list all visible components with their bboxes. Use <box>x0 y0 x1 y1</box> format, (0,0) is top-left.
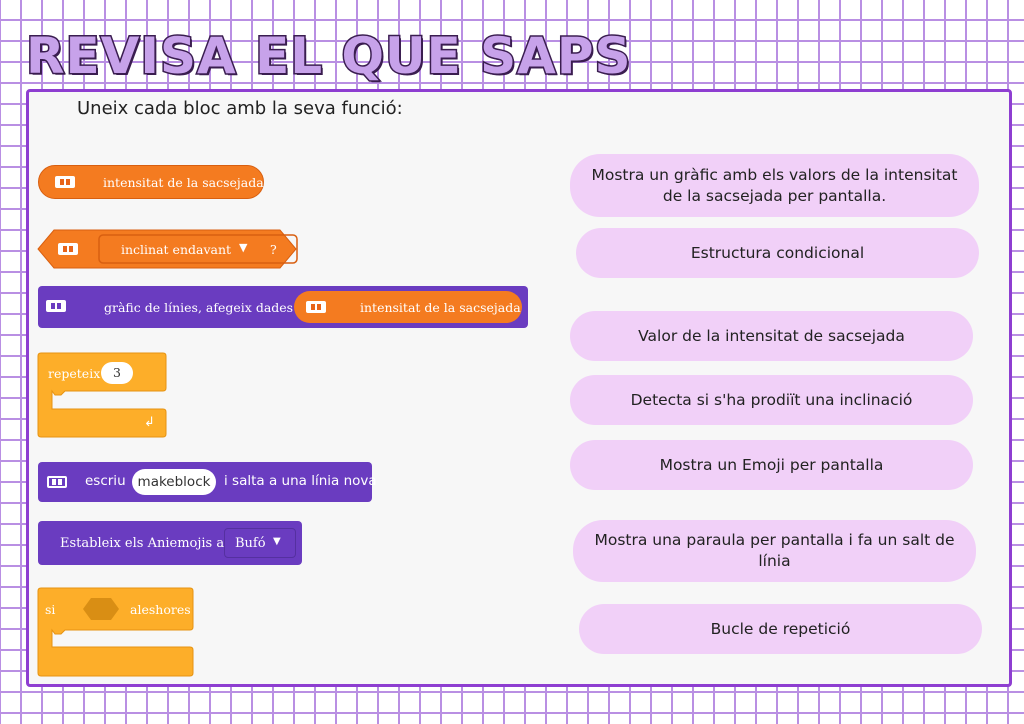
function-pill-graph[interactable] <box>570 154 979 217</box>
repeat-count: 3 <box>113 365 121 380</box>
graph-reporter[interactable] <box>294 291 522 323</box>
device-icon <box>46 300 66 312</box>
emoji-label: Estableix els Aniemojis a <box>60 536 225 551</box>
dropdown-arrow-icon: ▼ <box>273 536 281 547</box>
device-icon <box>47 476 67 488</box>
instruction-text: Uneix cada bloc amb la seva funció: <box>77 98 403 119</box>
repeat-count-input[interactable] <box>101 362 133 384</box>
block-label: intensitat de la sacsejada <box>103 175 264 190</box>
function-text: Valor de la intensitat de sacsejada <box>638 326 905 345</box>
loop-arrow-icon: ↲ <box>144 415 155 430</box>
function-pill-print[interactable] <box>573 520 976 582</box>
print-value: makeblock <box>137 474 211 490</box>
block-print-line[interactable] <box>38 462 377 502</box>
device-icon <box>55 176 75 188</box>
page-title: REVISA EL QUE SAPS <box>26 27 632 85</box>
function-pill-shake-value[interactable] <box>570 311 973 361</box>
block-if-then[interactable] <box>37 587 195 679</box>
function-pill-loop[interactable] <box>579 604 982 654</box>
graph-reporter-label: intensitat de la sacsejada <box>360 300 521 315</box>
device-icon <box>58 243 78 255</box>
block-shake-intensity[interactable] <box>38 165 264 199</box>
function-pill-conditional[interactable] <box>576 228 979 278</box>
tilt-dropdown[interactable] <box>100 236 260 262</box>
tilt-dropdown-label: inclinat endavant <box>121 242 232 257</box>
dropdown-arrow-icon: ▼ <box>239 241 248 254</box>
function-text: Bucle de repetició <box>710 619 851 638</box>
device-icon <box>306 301 326 313</box>
if-label: si <box>45 602 56 617</box>
tilt-question-mark: ? <box>270 242 277 257</box>
emoji-dropdown[interactable] <box>224 528 296 558</box>
function-text: Mostra una paraula per pantalla i fa un salt de línia <box>594 531 955 570</box>
function-text: Estructura condicional <box>690 243 865 262</box>
emoji-value: Bufó <box>235 536 266 551</box>
function-text: Mostra un gràfic amb els valors de la intensitat de la sacsejada per pantalla. <box>591 165 958 205</box>
function-pill-tilt[interactable] <box>570 375 973 425</box>
function-pill-emoji[interactable] <box>570 440 973 490</box>
function-text: Detecta si s'ha prodiït una inclinació <box>630 390 913 409</box>
block-line-graph[interactable] <box>38 286 528 328</box>
block-set-emoji[interactable] <box>38 521 302 565</box>
graph-label: gràfic de línies, afegeix dades <box>104 300 294 315</box>
print-value-input[interactable] <box>132 469 216 495</box>
print-label: escriu <box>85 473 126 489</box>
if-then-label: aleshores <box>130 602 191 617</box>
function-text: Mostra un Emoji per pantalla <box>659 455 884 474</box>
print-suffix: i salta a una línia nova <box>224 473 377 489</box>
repeat-label: repeteix <box>48 366 101 381</box>
